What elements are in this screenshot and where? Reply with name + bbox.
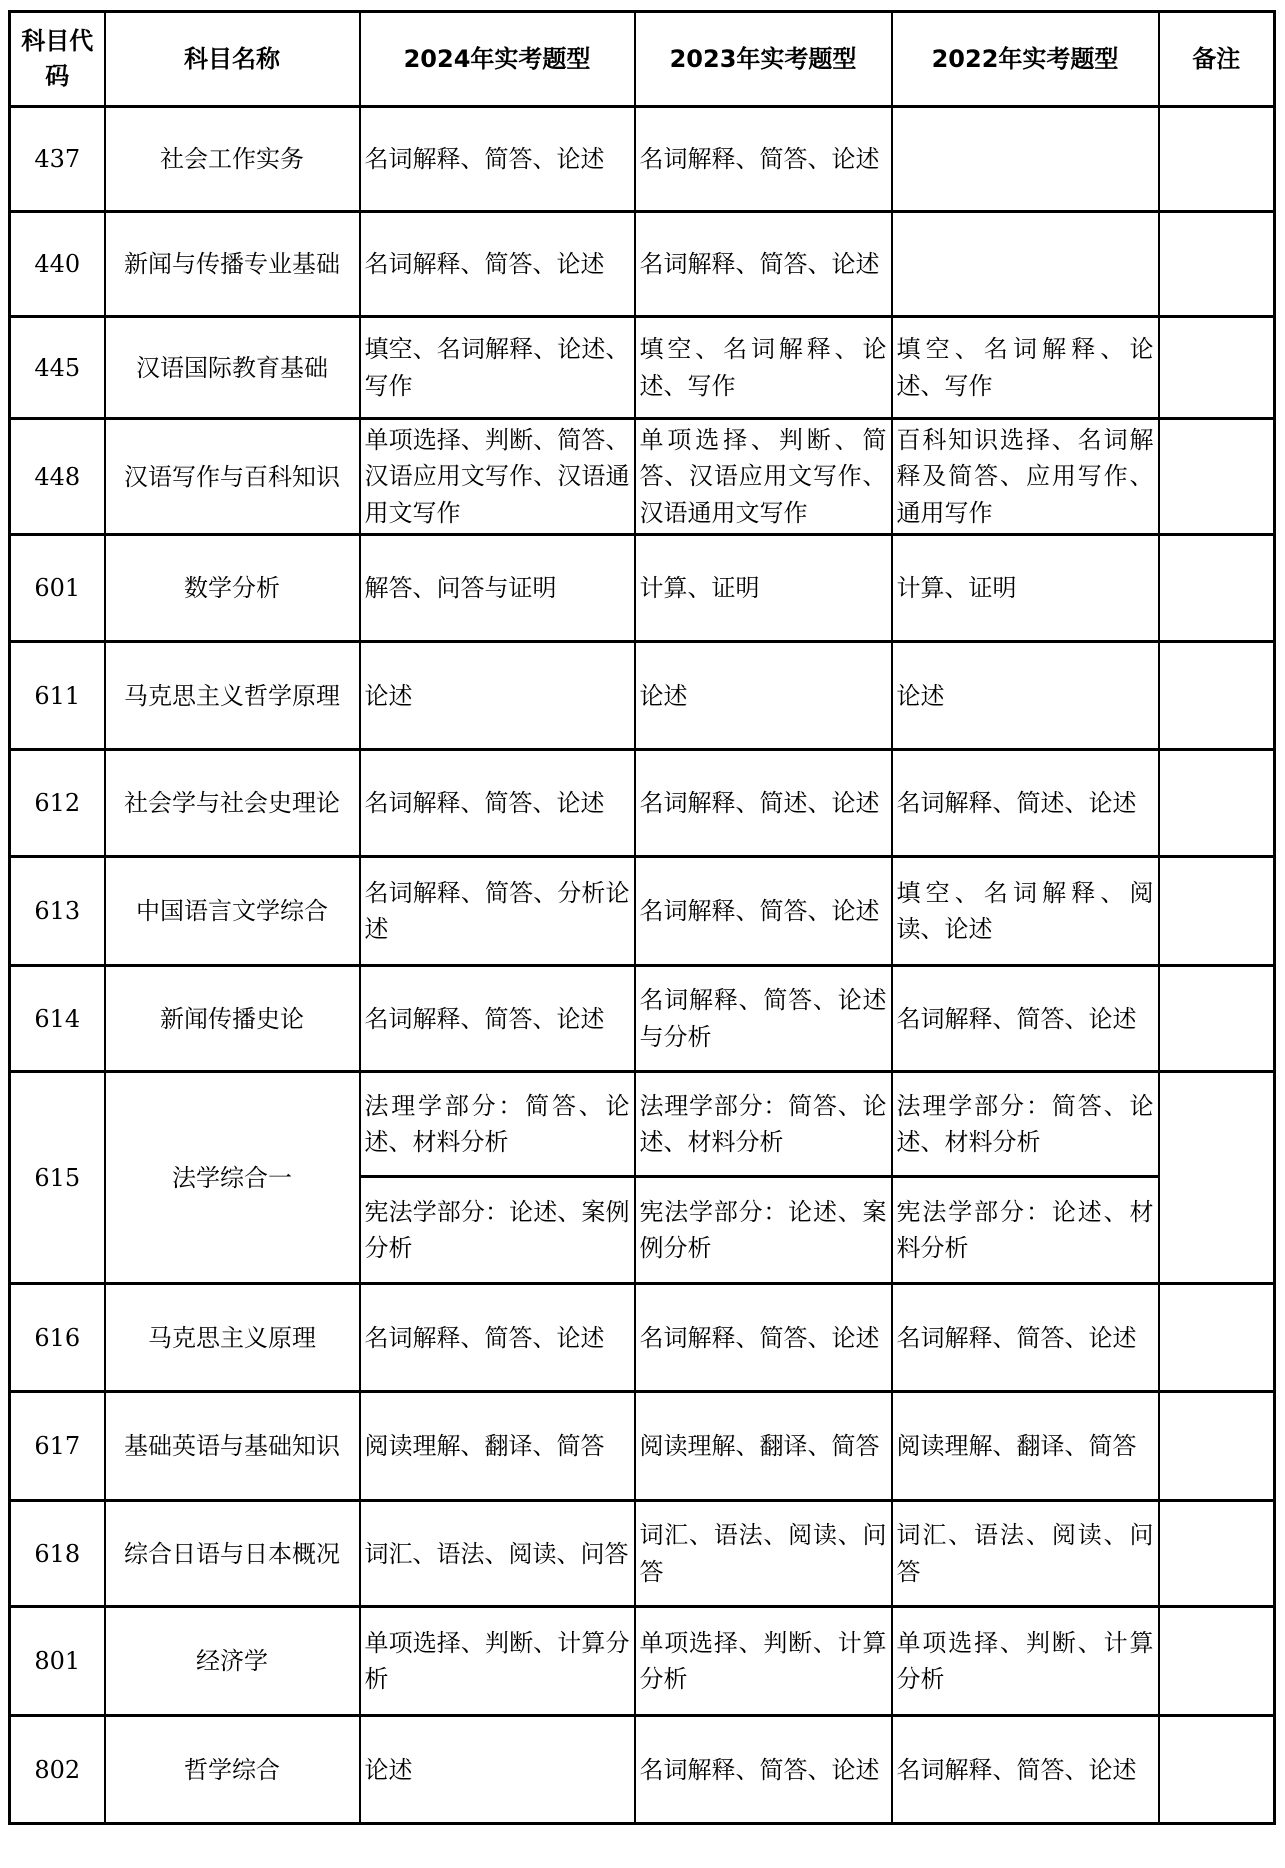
subject-name-cell: 汉语国际教育基础	[105, 317, 360, 419]
question-type-cell: 解答、问答与证明	[360, 535, 635, 642]
question-type-cell: 名词解释、简答、论述	[635, 1716, 892, 1824]
subject-code-cell: 611	[10, 642, 105, 750]
question-type-cell: 宪法学部分：论述、案例分析	[360, 1177, 635, 1284]
table-header-row	[10, 12, 1275, 107]
question-type-cell: 名词解释、简答、论述	[635, 212, 892, 317]
question-type-cell: 填空、名词解释、论述、写作	[892, 317, 1159, 419]
question-type-cell: 计算、证明	[635, 535, 892, 642]
subject-code-cell: 612	[10, 750, 105, 857]
question-type-cell: 名词解释、简答、论述	[635, 1284, 892, 1392]
table-row	[10, 1072, 1275, 1177]
question-type-cell: 词汇、语法、阅读、问答	[635, 1501, 892, 1607]
table-row	[10, 419, 1275, 535]
remark-cell	[1159, 107, 1275, 212]
subject-name-cell: 中国语言文学综合	[105, 857, 360, 966]
remark-cell	[1159, 535, 1275, 642]
subject-code-cell: 614	[10, 966, 105, 1072]
remark-cell	[1159, 857, 1275, 966]
subject-code-cell: 616	[10, 1284, 105, 1392]
remark-cell	[1159, 1392, 1275, 1501]
question-type-cell: 论述	[360, 1716, 635, 1824]
question-type-cell	[892, 107, 1159, 212]
question-type-cell: 计算、证明	[892, 535, 1159, 642]
question-type-cell: 名词解释、简答、论述	[635, 107, 892, 212]
subject-name-cell: 综合日语与日本概况	[105, 1501, 360, 1607]
table-row	[10, 1284, 1275, 1392]
subject-code-cell: 802	[10, 1716, 105, 1824]
header-remark: 备注	[1159, 12, 1275, 107]
subject-name-cell: 马克思主义哲学原理	[105, 642, 360, 750]
remark-cell	[1159, 419, 1275, 535]
question-type-cell: 单项选择、判断、简答、汉语应用文写作、汉语通用文写作	[635, 419, 892, 535]
question-type-cell: 名词解释、简答、论述	[360, 107, 635, 212]
table-row	[10, 966, 1275, 1072]
question-type-cell: 名词解释、简答、论述	[360, 1284, 635, 1392]
subject-code-cell: 437	[10, 107, 105, 212]
table-row	[10, 750, 1275, 857]
question-type-cell: 填空、名词解释、论述、写作	[360, 317, 635, 419]
subject-name-cell: 汉语写作与百科知识	[105, 419, 360, 535]
table-row	[10, 1501, 1275, 1607]
subject-code-cell: 445	[10, 317, 105, 419]
question-type-cell: 名词解释、简答、论述	[892, 966, 1159, 1072]
question-type-cell: 法理学部分：简答、论述、材料分析	[360, 1072, 635, 1177]
question-type-cell	[892, 212, 1159, 317]
exam-types-table	[8, 10, 1276, 1825]
subject-code-cell: 448	[10, 419, 105, 535]
remark-cell	[1159, 1284, 1275, 1392]
header-subject-name: 科目名称	[105, 12, 360, 107]
subject-code-cell: 615	[10, 1072, 105, 1284]
remark-cell	[1159, 1072, 1275, 1284]
question-type-cell: 词汇、语法、阅读、问答	[360, 1501, 635, 1607]
subject-name-cell: 法学综合一	[105, 1072, 360, 1284]
remark-cell	[1159, 317, 1275, 419]
question-type-cell: 论述	[892, 642, 1159, 750]
table-body	[10, 107, 1275, 1824]
question-type-cell: 单项选择、判断、计算分析	[360, 1607, 635, 1716]
subject-name-cell: 经济学	[105, 1607, 360, 1716]
subject-code-cell: 613	[10, 857, 105, 966]
remark-cell	[1159, 1716, 1275, 1824]
table-row	[10, 1392, 1275, 1501]
header-2022-types: 2022年实考题型	[892, 12, 1159, 107]
question-type-cell: 名词解释、简答、分析论述	[360, 857, 635, 966]
question-type-cell: 阅读理解、翻译、简答	[635, 1392, 892, 1501]
question-type-cell: 填空、名词解释、阅读、论述	[892, 857, 1159, 966]
question-type-cell: 论述	[635, 642, 892, 750]
remark-cell	[1159, 1501, 1275, 1607]
question-type-cell: 词汇、语法、阅读、问答	[892, 1501, 1159, 1607]
remark-cell	[1159, 642, 1275, 750]
subject-name-cell: 数学分析	[105, 535, 360, 642]
subject-name-cell: 马克思主义原理	[105, 1284, 360, 1392]
remark-cell	[1159, 212, 1275, 317]
question-type-cell: 名词解释、简答、论述	[892, 1284, 1159, 1392]
subject-code-cell: 440	[10, 212, 105, 317]
question-type-cell: 名词解释、简述、论述	[635, 750, 892, 857]
subject-name-cell: 社会学与社会史理论	[105, 750, 360, 857]
remark-cell	[1159, 750, 1275, 857]
question-type-cell: 宪法学部分：论述、材料分析	[892, 1177, 1159, 1284]
table-row	[10, 317, 1275, 419]
table-row	[10, 642, 1275, 750]
subject-name-cell: 哲学综合	[105, 1716, 360, 1824]
subject-name-cell: 新闻与传播专业基础	[105, 212, 360, 317]
table-row	[10, 1607, 1275, 1716]
question-type-cell: 法理学部分：简答、论述、材料分析	[892, 1072, 1159, 1177]
question-type-cell: 填空、名词解释、论述、写作	[635, 317, 892, 419]
remark-cell	[1159, 966, 1275, 1072]
question-type-cell: 论述	[360, 642, 635, 750]
question-type-cell: 名词解释、简答、论述	[635, 857, 892, 966]
question-type-cell: 名词解释、简答、论述与分析	[635, 966, 892, 1072]
question-type-cell: 阅读理解、翻译、简答	[892, 1392, 1159, 1501]
question-type-cell: 法理学部分：简答、论述、材料分析	[635, 1072, 892, 1177]
question-type-cell: 名词解释、简述、论述	[892, 750, 1159, 857]
question-type-cell: 宪法学部分：论述、案例分析	[635, 1177, 892, 1284]
remark-cell	[1159, 1607, 1275, 1716]
question-type-cell: 名词解释、简答、论述	[360, 212, 635, 317]
question-type-cell: 百科知识选择、名词解释及简答、应用写作、通用写作	[892, 419, 1159, 535]
header-2024-types: 2024年实考题型	[360, 12, 635, 107]
question-type-cell: 名词解释、简答、论述	[892, 1716, 1159, 1824]
subject-code-cell: 618	[10, 1501, 105, 1607]
question-type-cell: 单项选择、判断、计算分析	[635, 1607, 892, 1716]
table-row	[10, 857, 1275, 966]
question-type-cell: 阅读理解、翻译、简答	[360, 1392, 635, 1501]
header-subject-code: 科目代码	[10, 12, 105, 107]
table-row	[10, 1716, 1275, 1824]
question-type-cell: 名词解释、简答、论述	[360, 750, 635, 857]
question-type-cell: 单项选择、判断、计算分析	[892, 1607, 1159, 1716]
subject-code-cell: 617	[10, 1392, 105, 1501]
subject-name-cell: 社会工作实务	[105, 107, 360, 212]
table-row	[10, 212, 1275, 317]
subject-name-cell: 基础英语与基础知识	[105, 1392, 360, 1501]
subject-code-cell: 801	[10, 1607, 105, 1716]
header-2023-types: 2023年实考题型	[635, 12, 892, 107]
subject-name-cell: 新闻传播史论	[105, 966, 360, 1072]
table-row	[10, 535, 1275, 642]
subject-code-cell: 601	[10, 535, 105, 642]
question-type-cell: 单项选择、判断、简答、汉语应用文写作、汉语通用文写作	[360, 419, 635, 535]
question-type-cell: 名词解释、简答、论述	[360, 966, 635, 1072]
table-row	[10, 107, 1275, 212]
